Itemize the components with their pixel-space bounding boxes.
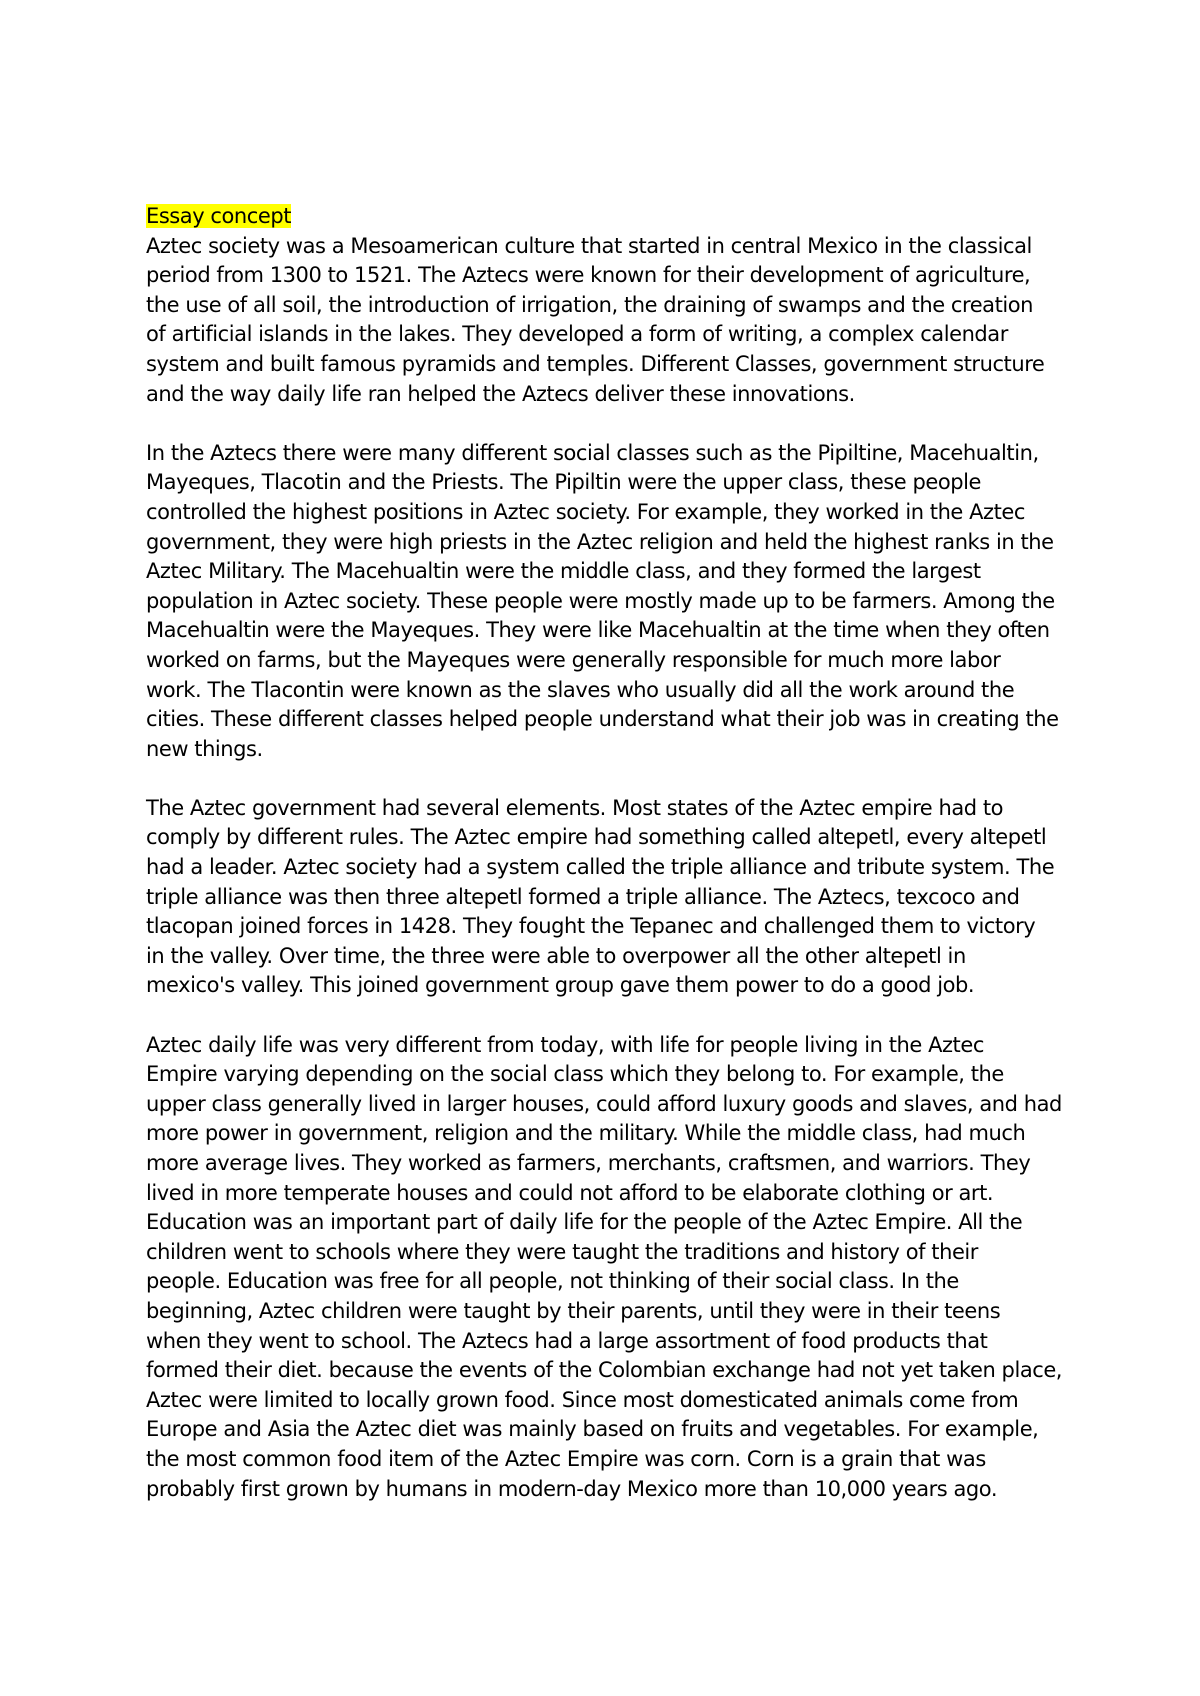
text-line: of artificial islands in the lakes. They developed a form of writing, a complex calendar (146, 322, 1008, 347)
text-line: tlacopan joined forces in 1428. They fought the Tepanec and challenged them to victory (146, 914, 1036, 939)
text-line: children went to schools where they were taught the traditions and history of their (146, 1239, 978, 1264)
text-line: triple alliance was then three altepetl formed a triple alliance. The Aztecs, texcoco and (146, 884, 1020, 909)
text-line: Aztec Military. The Macehualtin were the middle class, and they formed the largest (146, 559, 981, 584)
text-line: population in Aztec society. These people were mostly made up to be farmers. Among the (146, 588, 1055, 613)
text-line: Macehualtin were the Mayeques. They were like Macehualtin at the time when they often (146, 618, 1050, 643)
text-line: system and built famous pyramids and temples. Different Classes, government structure (146, 351, 1045, 376)
text-line: The Aztec government had several elements. Most states of the Aztec empire had to (146, 795, 1004, 820)
paragraph-spacer (146, 764, 1066, 794)
text-line: and the way daily life ran helped the Aztecs deliver these innovations. (146, 381, 855, 406)
text-line: In the Aztecs there were many different social classes such as the Pipiltine, Macehualtin, (146, 440, 1039, 465)
essay-heading (146, 202, 1066, 232)
text-line: probably first grown by humans in modern-day Mexico more than 10,000 years ago. (146, 1476, 998, 1501)
text-line: Aztec daily life was very different from today, with life for people living in the Aztec (146, 1032, 984, 1057)
text-line: when they went to school. The Aztecs had a large assortment of food products that (146, 1328, 988, 1353)
text-line: worked on farms, but the Mayeques were generally responsible for much more labor (146, 647, 1001, 672)
text-line: mexico's valley. This joined government group gave them power to do a good job. (146, 973, 975, 998)
paragraph-2 (146, 439, 1066, 765)
text-line: more power in government, religion and the military. While the middle class, had much (146, 1121, 1026, 1146)
text-line: period from 1300 to 1521. The Aztecs were known for their development of agriculture, (146, 263, 1031, 288)
text-line: upper class generally lived in larger houses, could afford luxury goods and slaves, and had (146, 1091, 1062, 1116)
text-line: new things. (146, 736, 263, 761)
text-line: comply by different rules. The Aztec empire had something called altepetl, every altepetl (146, 825, 1047, 850)
essay-paragraphs (146, 232, 1066, 1505)
text-line: Education was an important part of daily life for the people of the Aztec Empire. All the (146, 1210, 1023, 1235)
paragraph-4 (146, 1031, 1066, 1505)
text-line: controlled the highest positions in Aztec society. For example, they worked in the Aztec (146, 499, 1025, 524)
essay-heading-text: Essay concept (146, 204, 292, 228)
text-line: cities. These different classes helped people understand what their job was in creating the (146, 707, 1059, 732)
text-line: Aztec society was a Mesoamerican culture that started in central Mexico in the classical (146, 233, 1032, 258)
paragraph-1 (146, 232, 1066, 410)
paragraph-3 (146, 794, 1066, 1001)
text-line: in the valley. Over time, the three were able to overpower all the other altepetl in (146, 943, 966, 968)
text-line: Mayeques, Tlacotin and the Priests. The Pipiltin were the upper class, these people (146, 470, 981, 495)
text-line: Europe and Asia the Aztec diet was mainly based on fruits and vegetables. For example, (146, 1417, 1039, 1442)
text-line: had a leader. Aztec society had a system called the triple alliance and tribute system. The (146, 855, 1055, 880)
text-line: the use of all soil, the introduction of irrigation, the draining of swamps and the creation (146, 292, 1034, 317)
text-line: work. The Tlacontin were known as the slaves who usually did all the work around the (146, 677, 1015, 702)
paragraph-spacer (146, 409, 1066, 439)
text-line: formed their diet. because the events of the Colombian exchange had not yet taken place, (146, 1358, 1063, 1383)
text-line: Aztec were limited to locally grown food. Since most domesticated animals come from (146, 1387, 1019, 1412)
document-body (146, 202, 1066, 1504)
paragraph-spacer (146, 1001, 1066, 1031)
text-line: more average lives. They worked as farmers, merchants, craftsmen, and warriors. They (146, 1151, 1031, 1175)
text-line: beginning, Aztec children were taught by their parents, until they were in their teens (146, 1298, 1001, 1323)
text-line: government, they were high priests in the Aztec religion and held the highest ranks in the (146, 529, 1054, 554)
text-line: the most common food item of the Aztec Empire was corn. Corn is a grain that was (146, 1446, 986, 1471)
text-line: lived in more temperate houses and could not afford to be elaborate clothing or art. (146, 1180, 994, 1205)
text-line: people. Education was free for all people, not thinking of their social class. In the (146, 1269, 959, 1294)
text-line: Empire varying depending on the social class which they belong to. For example, the (146, 1062, 1004, 1087)
